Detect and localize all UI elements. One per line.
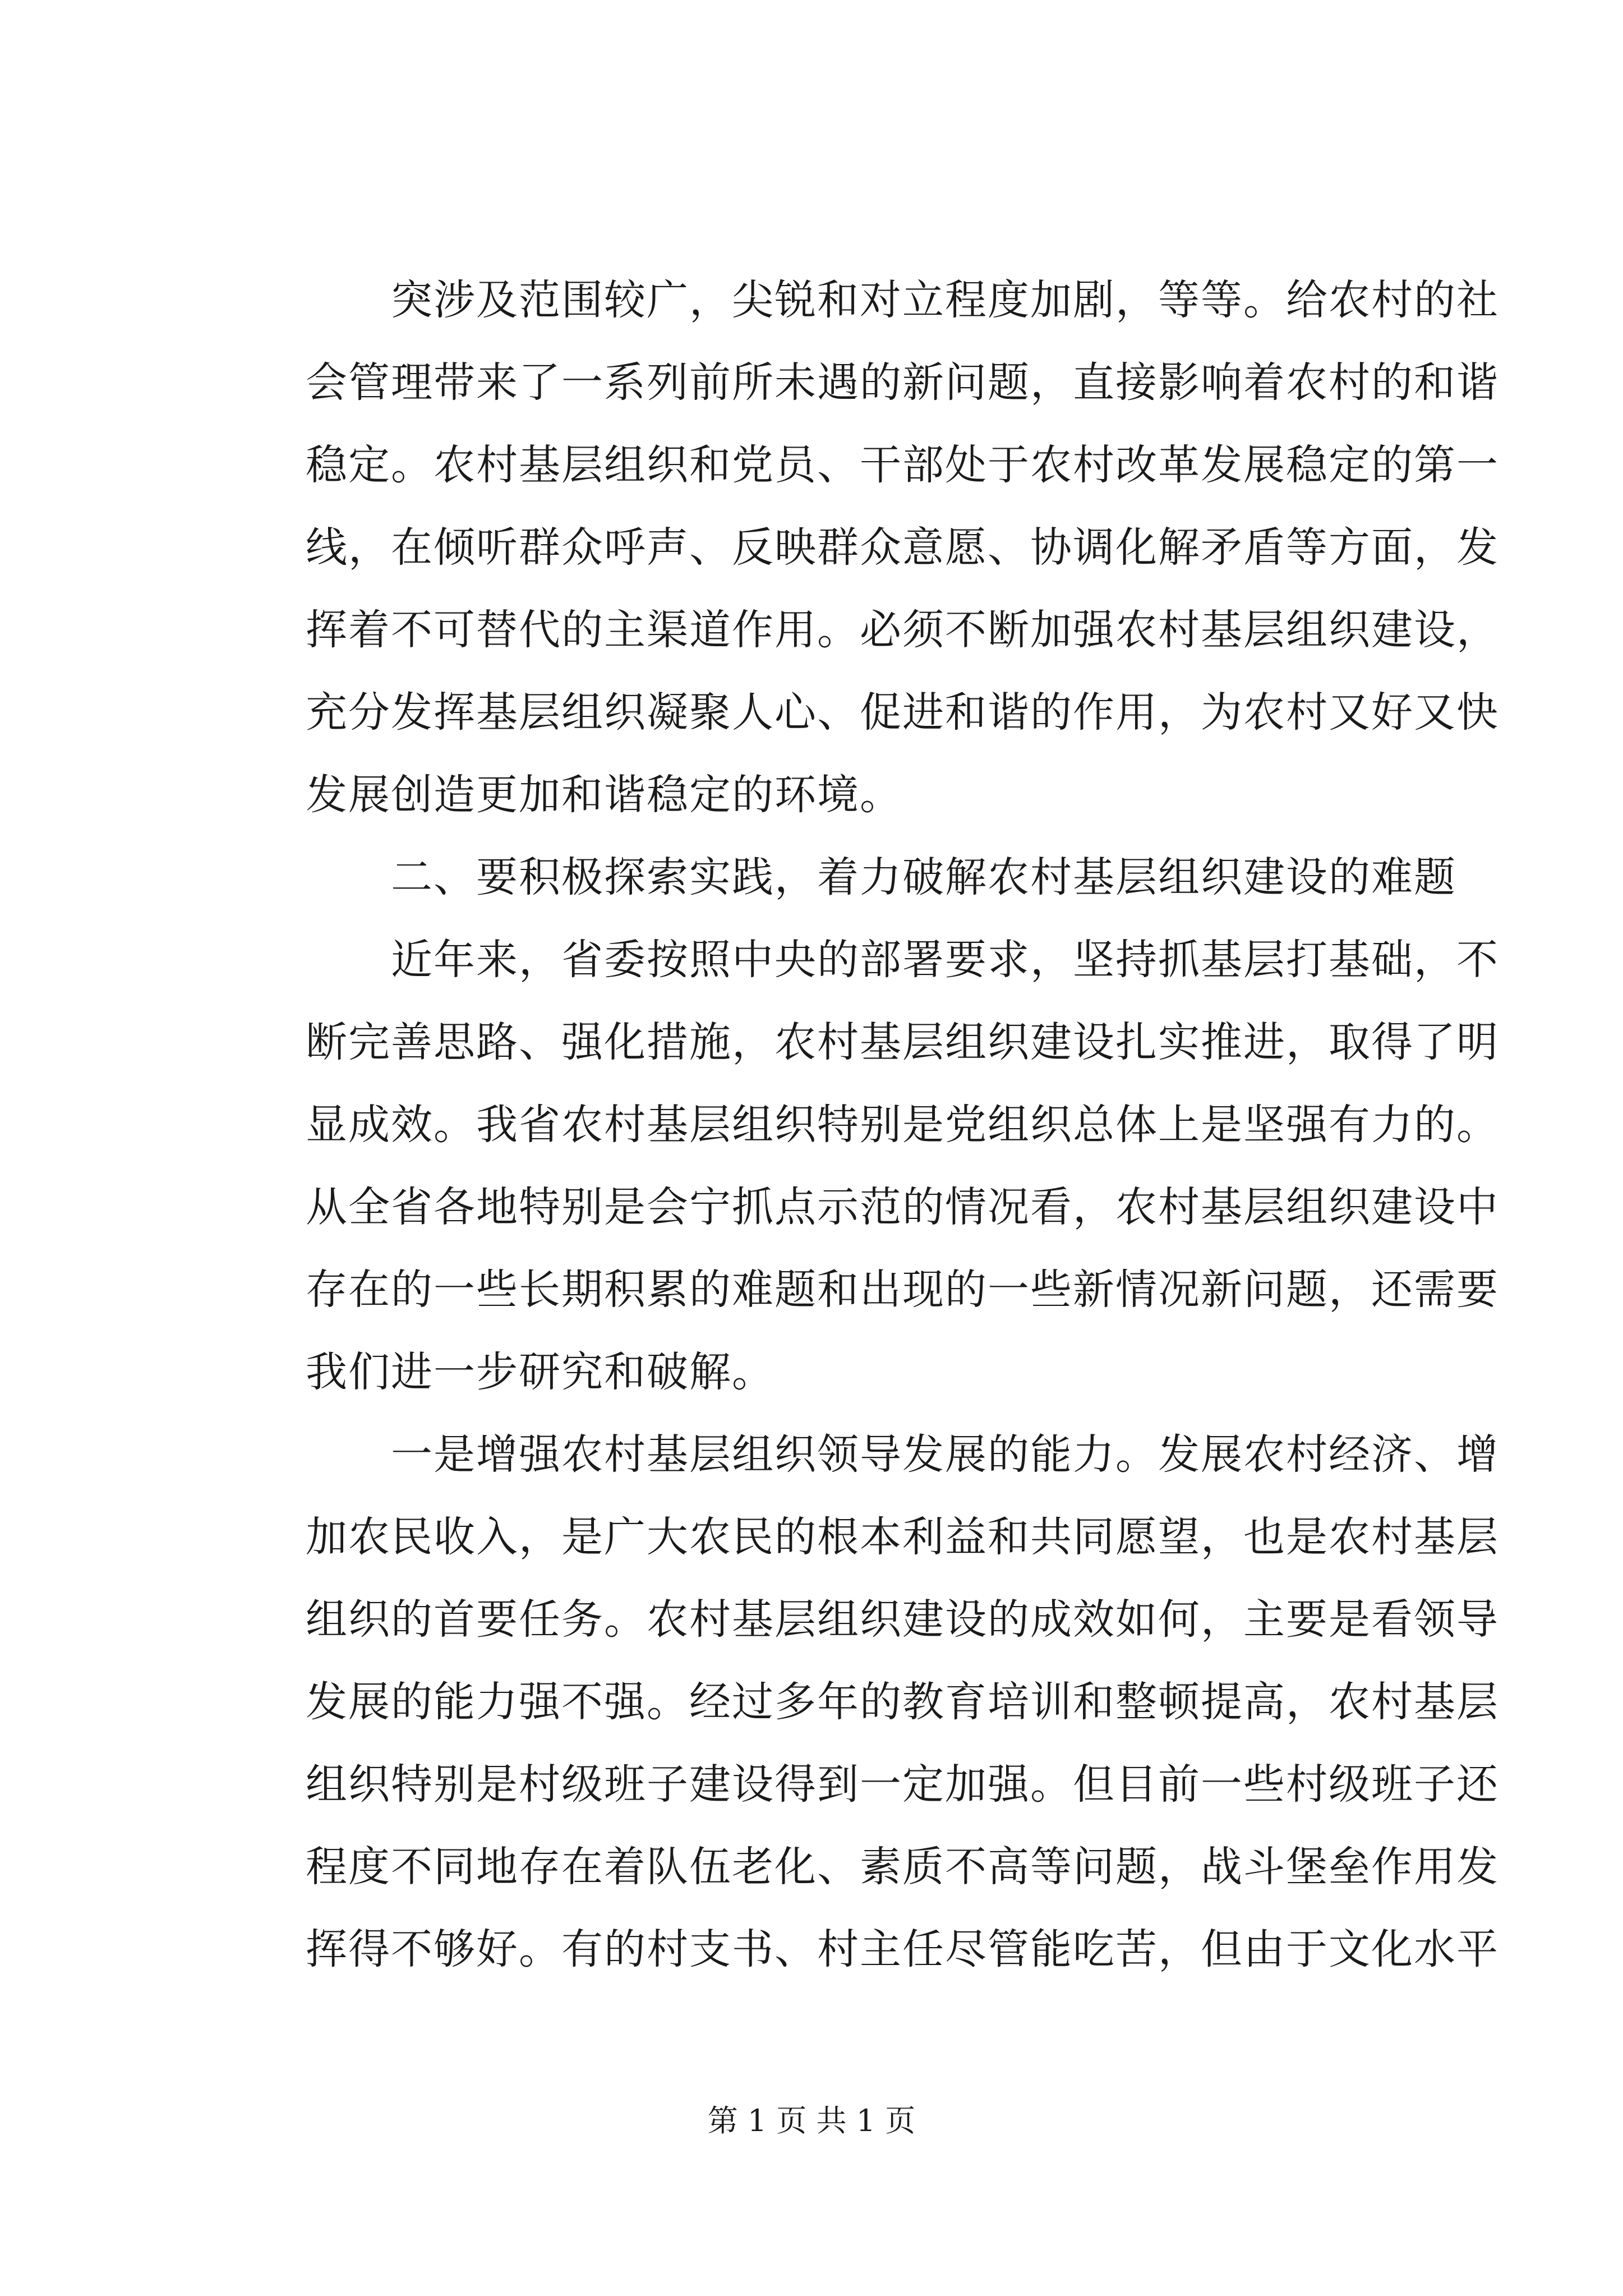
text-line: 加农民收入，是广大农民的根本利益和共同愿望，也是农村基层 (306, 1513, 1499, 1561)
text-line: 二、要积极探索实践，着力破解农村基层组织建设的难题 (391, 853, 1456, 901)
text-line: 断完善思路、强化措施，农村基层组织建设扎实推进，取得了明 (306, 1018, 1499, 1066)
text-line: 我们进一步研究和破解。 (306, 1348, 774, 1396)
text-line: 线，在倾听群众呼声、反映群众意愿、协调化解矛盾等方面，发 (306, 523, 1499, 572)
text-line: 近年来，省委按照中央的部署要求，坚持抓基层打基础，不 (391, 936, 1499, 984)
text-line: 从全省各地特别是会宁抓点示范的情况看，农村基层组织建设中 (306, 1183, 1499, 1231)
text-line: 会管理带来了一系列前所未遇的新问题，直接影响着农村的和谐 (306, 358, 1499, 407)
text-line: 一是增强农村基层组织领导发展的能力。发展农村经济、增 (391, 1430, 1499, 1479)
page-footer: 第 1 页 共 1 页 (707, 2103, 916, 2138)
text-line: 显成效。我省农村基层组织特别是党组织总体上是坚强有力的。 (306, 1101, 1499, 1149)
text-line: 突涉及范围较广，尖锐和对立程度加剧，等等。给农村的社 (391, 276, 1499, 324)
text-line: 挥着不可替代的主渠道作用。必须不断加强农村基层组织建设， (306, 606, 1499, 654)
text-line: 充分发挥基层组织凝聚人心、促进和谐的作用，为农村又好又快 (306, 688, 1499, 737)
text-line: 程度不同地存在着队伍老化、素质不高等问题，战斗堡垒作用发 (306, 1843, 1499, 1891)
text-line: 稳定。农村基层组织和党员、干部处于农村改革发展稳定的第一 (306, 441, 1499, 489)
document-body (306, 259, 1499, 1991)
text-line: 发展创造更加和谐稳定的环境。 (306, 771, 902, 819)
text-line: 存在的一些长期积累的难题和出现的一些新情况新问题，还需要 (306, 1266, 1499, 1314)
text-line: 组织特别是村级班子建设得到一定加强。但目前一些村级班子还 (306, 1760, 1499, 1809)
text-line: 挥得不够好。有的村支书、村主任尽管能吃苦，但由于文化水平 (306, 1925, 1499, 1973)
text-line: 发展的能力强不强。经过多年的教育培训和整顿提高，农村基层 (306, 1678, 1499, 1726)
text-line: 组织的首要任务。农村基层组织建设的成效如何，主要是看领导 (306, 1595, 1499, 1644)
